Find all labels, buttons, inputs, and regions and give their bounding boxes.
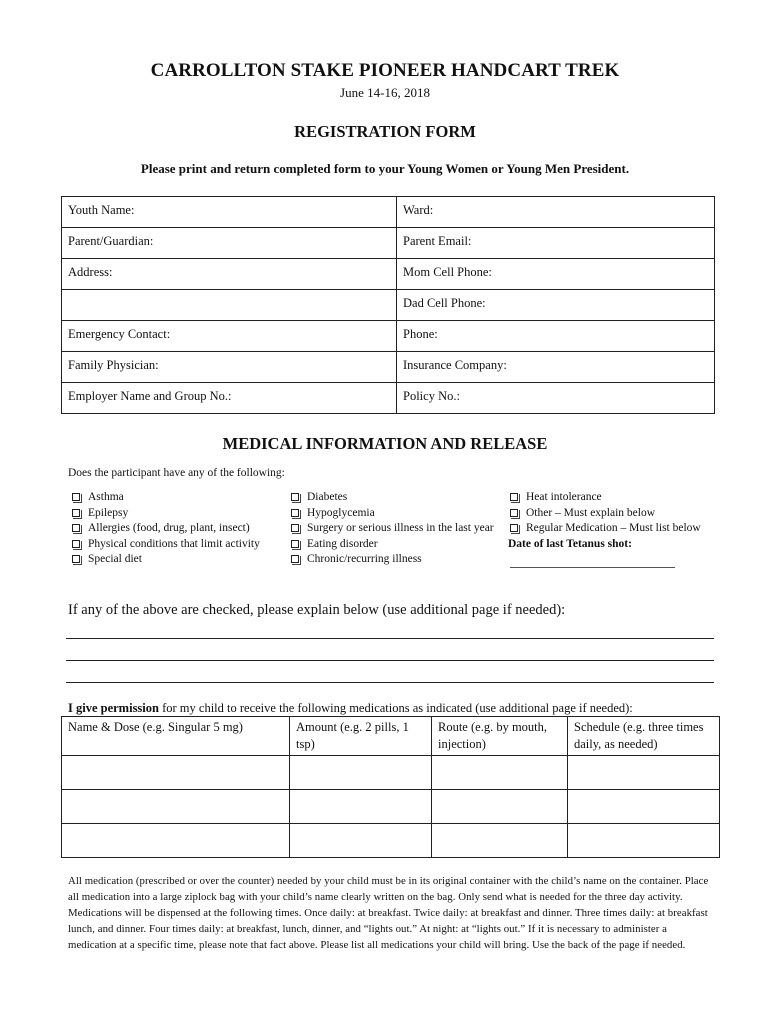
permission-text: for my child to receive the following medications as indicated (use additional page if needed): <box>158 701 633 715</box>
checkbox-label: Diabetes <box>307 491 348 503</box>
checkbox-special-diet[interactable] <box>70 552 280 568</box>
parent-email-field[interactable]: Parent Email: <box>397 228 715 259</box>
med-schedule-cell[interactable] <box>568 824 720 858</box>
checkbox-physical-conditions[interactable] <box>70 537 280 553</box>
med-schedule-cell[interactable] <box>568 756 720 790</box>
column-header-amount: Amount (e.g. 2 pills, 1 tsp) <box>290 717 432 756</box>
emergency-contact-field[interactable]: Emergency Contact: <box>62 321 397 352</box>
dad-cell-phone-field[interactable]: Dad Cell Phone: <box>397 290 715 321</box>
checkbox-icon[interactable] <box>291 555 299 563</box>
table-row <box>62 228 715 259</box>
insurance-company-field[interactable]: Insurance Company: <box>397 352 715 383</box>
column-header-name-dose: Name & Dose (e.g. Singular 5 mg) <box>62 717 290 756</box>
med-amount-cell[interactable] <box>290 756 432 790</box>
explain-line-3[interactable] <box>66 682 714 683</box>
event-date: June 14-16, 2018 <box>340 85 430 100</box>
checkbox-icon[interactable] <box>291 524 299 532</box>
address-field[interactable]: Address: <box>62 259 397 290</box>
med-amount-cell[interactable] <box>290 824 432 858</box>
med-route-cell[interactable] <box>432 756 568 790</box>
med-route-cell[interactable] <box>432 824 568 858</box>
checkbox-label: Special diet <box>88 553 142 566</box>
parent-guardian-field[interactable]: Parent/Guardian: <box>62 228 397 259</box>
checkbox-label: Regular Medication – Must list below <box>526 522 701 535</box>
explain-line-1[interactable] <box>66 638 714 639</box>
table-row <box>62 756 720 790</box>
table-row <box>62 790 720 824</box>
checkbox-heat-intolerance[interactable] <box>508 490 708 506</box>
family-physician-field[interactable]: Family Physician: <box>62 352 397 383</box>
mom-cell-phone-field[interactable]: Mom Cell Phone: <box>397 259 715 290</box>
condition-column-3 <box>508 490 708 568</box>
checkbox-label: Asthma <box>88 491 124 503</box>
checkbox-hypoglycemia[interactable] <box>289 506 499 522</box>
checkbox-diabetes[interactable] <box>289 490 499 506</box>
column-header-schedule: Schedule (e.g. three times daily, as needed) <box>568 717 720 756</box>
checkbox-icon[interactable] <box>510 493 518 501</box>
med-schedule-cell[interactable] <box>568 790 720 824</box>
page-title: CARROLLTON STAKE PIONEER HANDCART TREK <box>150 60 620 81</box>
table-row <box>62 259 715 290</box>
condition-column-2 <box>289 490 499 568</box>
column-header-route: Route (e.g. by mouth, injection) <box>432 717 568 756</box>
employer-group-field[interactable]: Employer Name and Group No.: <box>62 383 397 414</box>
checkbox-label: Epilepsy <box>88 506 129 519</box>
checkbox-icon[interactable] <box>72 524 80 532</box>
checkbox-icon[interactable] <box>72 493 80 501</box>
medication-policy-note: All medication (prescribed or over the counter) needed by your child must be in its original container with the child’s name on the container. Place all medication into a large ziplock bag with your child’s name clearly written on the bag. Only send what is needed for the three day activity. Medications will be dispensed at the following times. Once daily: at breakfast. Twice daily: at breakfast and dinner. Three times daily: at breakfast lunch, and dinner. Four times daily: at breakfast, lunch, dinner, and “lights out.” At night: at “lights out.” If it is necessary to administer a medication at a specific time, please note that fact above. Please list all medications your child will bring. Use the back of the page if needed. <box>68 875 709 951</box>
medication-table <box>61 716 720 858</box>
checkbox-label: Surgery or serious illness in the last year <box>307 522 494 535</box>
table-row <box>62 290 715 321</box>
table-row <box>62 824 720 858</box>
tetanus-date-label: Date of last Tetanus shot: <box>508 537 632 550</box>
checkbox-icon[interactable] <box>72 509 80 517</box>
checkbox-label: Physical conditions that limit activity <box>88 537 260 550</box>
policy-number-field[interactable]: Policy No.: <box>397 383 715 414</box>
checkbox-eating-disorder[interactable] <box>289 537 499 553</box>
ward-field[interactable]: Ward: <box>397 197 715 228</box>
participant-info-table <box>61 196 715 414</box>
table-row <box>62 383 715 414</box>
medication-permission-statement <box>68 701 633 716</box>
checkbox-surgery[interactable] <box>289 521 499 537</box>
checkbox-regular-medication[interactable] <box>508 521 708 537</box>
explain-instructions: If any of the above are checked, please explain below (use additional page if needed): <box>68 602 566 618</box>
checkbox-label: Chronic/recurring illness <box>307 553 422 566</box>
form-title: REGISTRATION FORM <box>294 122 476 141</box>
checkbox-epilepsy[interactable] <box>70 506 280 522</box>
med-name-cell[interactable] <box>62 790 290 824</box>
med-name-cell[interactable] <box>62 824 290 858</box>
checkbox-chronic-illness[interactable] <box>289 552 499 568</box>
med-route-cell[interactable] <box>432 790 568 824</box>
checkbox-other[interactable] <box>508 506 708 522</box>
checkbox-icon[interactable] <box>291 540 299 548</box>
address-line-2-field[interactable] <box>62 290 397 321</box>
table-row <box>62 321 715 352</box>
checkbox-icon[interactable] <box>72 540 80 548</box>
table-row <box>62 197 715 228</box>
form-instructions: Please print and return completed form to your Young Women or Young Men President. <box>140 161 630 176</box>
checkbox-label: Hypoglycemia <box>307 506 375 519</box>
medical-question: Does the participant have any of the following: <box>68 467 285 479</box>
medical-section-heading: MEDICAL INFORMATION AND RELEASE <box>222 434 548 453</box>
checkbox-allergies[interactable] <box>70 521 280 537</box>
table-row <box>62 352 715 383</box>
emergency-phone-field[interactable]: Phone: <box>397 321 715 352</box>
tetanus-date-field[interactable] <box>510 554 675 568</box>
med-name-cell[interactable] <box>62 756 290 790</box>
checkbox-icon[interactable] <box>510 524 518 532</box>
condition-column-1 <box>70 490 280 568</box>
table-header-row <box>62 717 720 756</box>
checkbox-icon[interactable] <box>291 493 299 501</box>
checkbox-label: Other – Must explain below <box>526 506 656 519</box>
checkbox-label: Eating disorder <box>307 537 378 550</box>
youth-name-field[interactable]: Youth Name: <box>62 197 397 228</box>
checkbox-icon[interactable] <box>72 555 80 563</box>
checkbox-icon[interactable] <box>510 509 518 517</box>
explain-line-2[interactable] <box>66 660 714 661</box>
checkbox-label: Heat intolerance <box>526 491 602 503</box>
checkbox-label: Allergies (food, drug, plant, insect) <box>88 522 250 535</box>
checkbox-icon[interactable] <box>291 509 299 517</box>
permission-bold-text: I give permission <box>68 701 159 715</box>
med-amount-cell[interactable] <box>290 790 432 824</box>
checkbox-asthma[interactable] <box>70 490 280 506</box>
